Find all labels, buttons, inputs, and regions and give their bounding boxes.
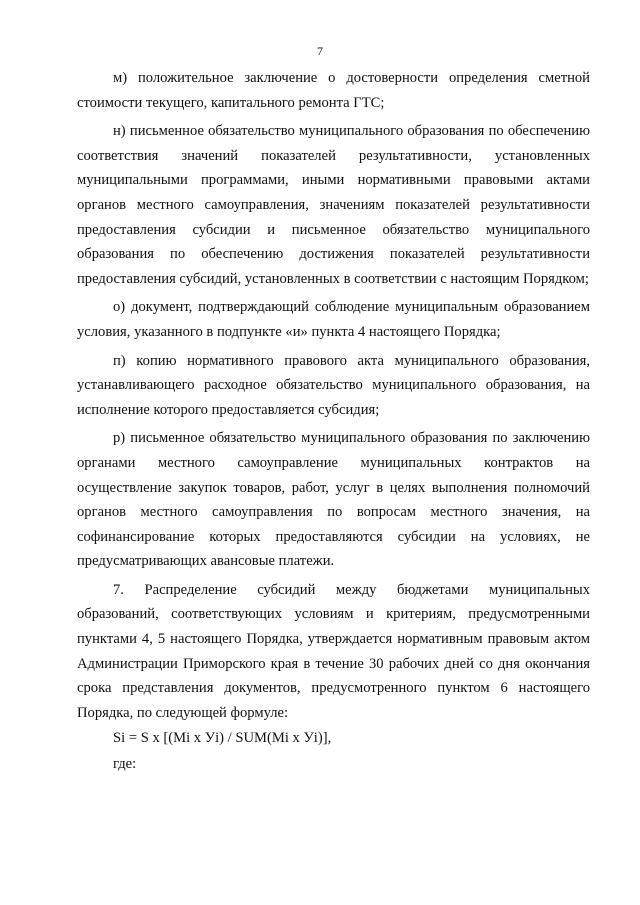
- page-number: 7: [317, 44, 323, 58]
- paragraph-n: н) письменное обязательство муниципального образования по обеспечению соответствия значений показателей результативности, установленных муниципальными программами, иными нормативными правовыми актами органов местного самоуправления, значениям показателей результативности предоставления субсидии и письменное обязательство муниципального образования по обеспечению достижения показателей результативности предоставления субсидий, установленных в соответствии с настоящим Порядком;: [77, 123, 590, 287]
- paragraph-m: м) положительное заключение о достоверности определения сметной стоимости текущего, капитального ремонта ГТС;: [77, 70, 590, 111]
- paragraph-p: п) копию нормативного правового акта муниципального образования, устанавливающего расходное обязательство муниципального образования, на исполнение которого предоставляется субсидия;: [77, 352, 590, 418]
- paragraph-7: 7. Распределение субсидий между бюджетами муниципальных образований, соответствующих условиям и критериям, предусмотренными пунктами 4, 5 настоящего Порядка, утверждается нормативным правовым актом Администрации Приморского края в течение 30 рабочих дней со дня окончания срока представления документов, предусмотренного пунктом 6 настоящего Порядка, по следующей формуле:: [77, 581, 590, 721]
- paragraph-o: о) документ, подтверждающий соблюдение муниципальным образованием условия, указанного в подпункте «и» пункта 4 настоящего Порядка;: [77, 299, 590, 340]
- formula: Si = S x [(Mi x Уi) / SUM(Mi x Уi)],: [113, 730, 332, 747]
- paragraph-r: р) письменное обязательство муниципального образования по заключению органами местного самоуправление муниципальных контрактов на осуществление закупок товаров, работ, услуг в целях выполнения полномочий органов местного самоуправления по вопросам местного значения, на софинансирование которых предоставляются субсидии на условиях, не предусматривающих авансовые платежи.: [77, 430, 590, 570]
- document-body: [77, 66, 590, 777]
- where-label: где:: [113, 756, 137, 773]
